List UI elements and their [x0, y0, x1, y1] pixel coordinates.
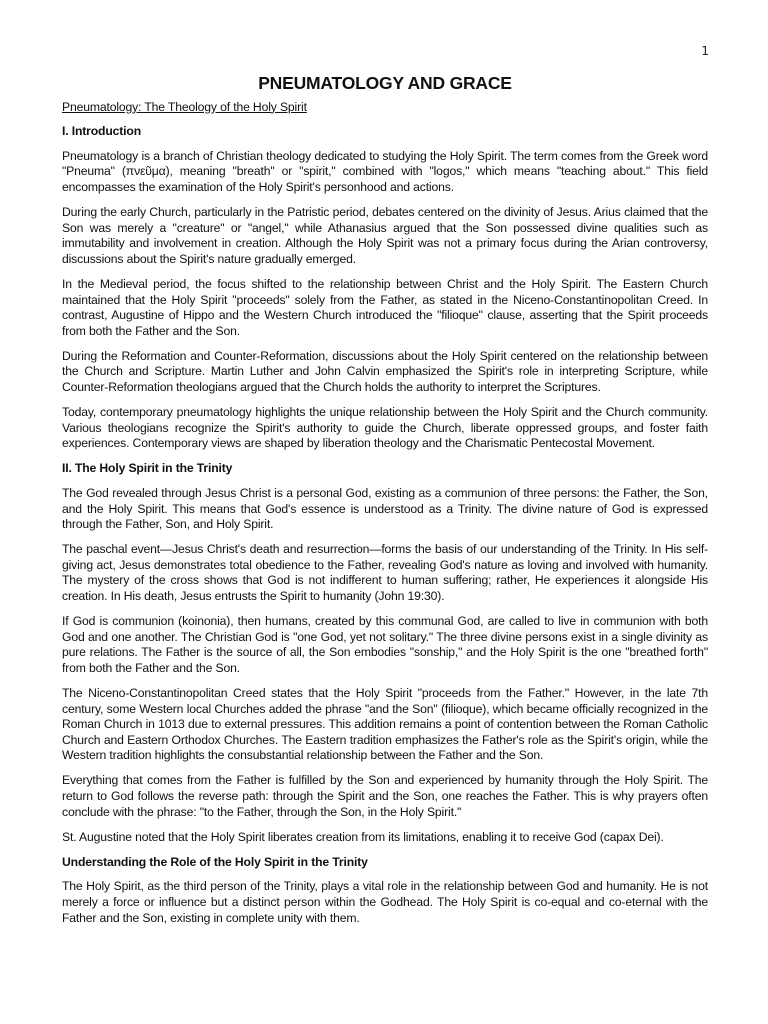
- paragraph: St. Augustine noted that the Holy Spirit liberates creation from its limitations, enabling it to receive God (capax Dei).: [62, 829, 664, 844]
- document-body: [62, 74, 708, 936]
- paragraph: The God revealed through Jesus Christ is a personal God, existing as a communion of three persons: the Father, the Son, and the Holy Spirit. This means that God's essence is understood as a Trinity. The divine nature of God is expressed through the Father, Son, and Holy Spirit.: [62, 485, 708, 532]
- document-subtitle: Pneumatology: The Theology of the Holy Spirit: [62, 99, 307, 114]
- paragraph: The paschal event—Jesus Christ's death and resurrection—forms the basis of our understanding of the Trinity. In His self-giving act, Jesus demonstrates total obedience to the Father, revealing God's nature as loving and involved with humanity. The mystery of the cross shows that God is not indifferent to human suffering; rather, He experiences it alongside His creation. In His death, Jesus entrusts the Spirit to humanity (John 19:30).: [62, 542, 708, 604]
- paragraph: Everything that comes from the Father is fulfilled by the Son and experienced by humanity through the Holy Spirit. The return to God follows the reverse path: through the Spirit and the Son, one reaches the Father. This is why prayers often conclude with the phrase: "to the Father, through the Son, in the Holy Spirit.": [62, 773, 708, 819]
- section-heading-introduction: I. Introduction: [62, 124, 141, 139]
- paragraph: The Holy Spirit, as the third person of the Trinity, plays a vital role in the relationship between God and humanity. He is not merely a force or influence but a distinct person within the Godhead. The Holy Spirit is co-equal and co-eternal with the Father and the Son, existing in complete unity with them.: [62, 879, 708, 925]
- section-heading-role: Understanding the Role of the Holy Spirit in the Trinity: [62, 854, 368, 869]
- page-number: 1: [701, 44, 709, 58]
- paragraph: During the Reformation and Counter-Reformation, discussions about the Holy Spirit centered on the relationship between the Church and Scripture. Martin Luther and John Calvin emphasized the Spirit's role in interpreting Scripture, while Counter-Reformation theologians argued that the Church holds the authority to interpret the Scriptures.: [62, 348, 708, 394]
- paragraph: Today, contemporary pneumatology highlights the unique relationship between the Holy Spirit and the Church community. Various theologians recognize the Spirit's authority to guide the Church, liberate oppressed groups, and foster faith experiences. Contemporary views are shaped by liberation theology and the Charismatic Pentecostal Movement.: [62, 405, 708, 451]
- paragraph: In the Medieval period, the focus shifted to the relationship between Christ and the Holy Spirit. The Eastern Church maintained that the Holy Spirit "proceeds" solely from the Father, as stated in the Niceno-Constantinopolitan Creed. In contrast, Augustine of Hippo and the Western Church introduced the "filioque" clause, asserting that the Spirit proceeds from both the Father and the Son.: [62, 276, 708, 338]
- paragraph: The Niceno-Constantinopolitan Creed states that the Holy Spirit "proceeds from the Father." However, in the late 7th century, some Western local Churches added the phrase "and the Son" (filioque), which became officially recognized in the Roman Church in 1013 due to external pressures. This addition remains a point of contention between the Roman Catholic Church and Eastern Orthodox Churches. The Eastern tradition emphasizes the Father's role as the Spirit's origin, while the Western tradition highlights the consubstantial relationship between the Father and the Son.: [62, 686, 708, 763]
- paragraph: During the early Church, particularly in the Patristic period, debates centered on the divinity of Jesus. Arius claimed that the Son was merely a "creature" or "angel," while Athanasius argued that the Son possessed divine qualities such as immutability and involvement in creation. Although the Holy Spirit was not a primary focus during the Arian controversy, discussions about the Spirit's nature gradually emerged.: [62, 205, 708, 266]
- paragraph: Pneumatology is a branch of Christian theology dedicated to studying the Holy Spirit. The term comes from the Greek word "Pneuma" (πνεῦμα), meaning "breath" or "spirit," combined with "logos," which means "teaching about." This field encompasses the examination of the Holy Spirit's personhood and actions.: [62, 148, 708, 194]
- document-title: PNEUMATOLOGY AND GRACE: [258, 73, 512, 93]
- paragraph: If God is communion (koinonia), then humans, created by this communal God, are called to live in communion with both God and one another. The Christian God is "one God, yet not solitary." The three divine persons exist in a single divinity as pure relations. The Father is the source of all, the Son embodies "sonship," and the Holy Spirit is the one "breathed forth" from both the Father and the Son.: [62, 614, 708, 675]
- section-heading-trinity: II. The Holy Spirit in the Trinity: [62, 461, 233, 476]
